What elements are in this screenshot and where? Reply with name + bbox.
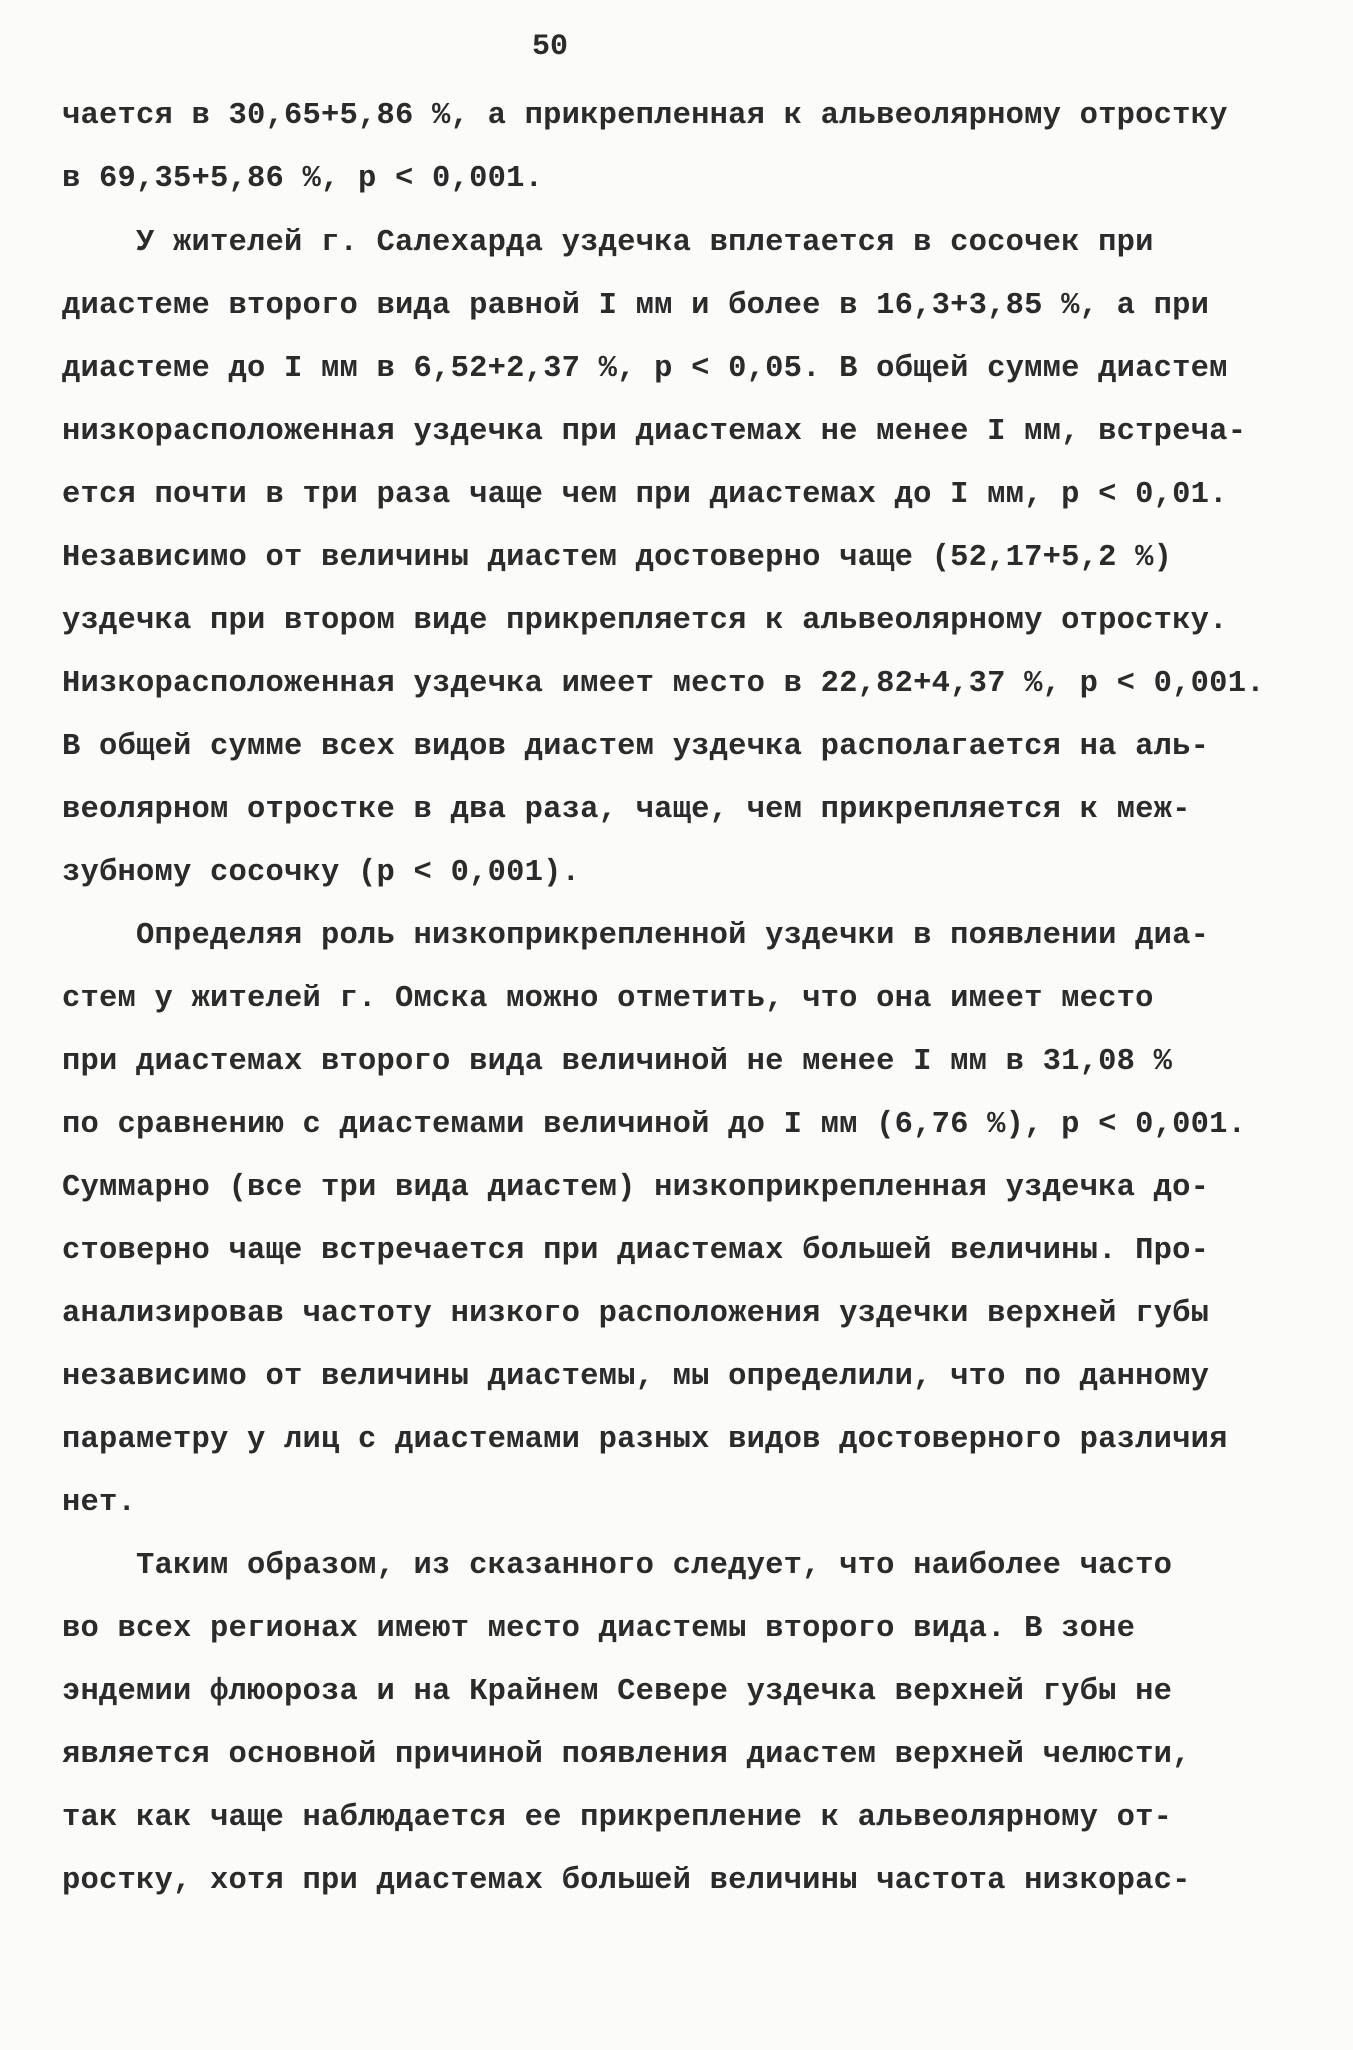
page-number: 50	[531, 30, 568, 64]
text-line: стем у жителей г. Омска можно отметить, что она имеет место	[62, 982, 1154, 1016]
text-line: Суммарно (все три вида диастем) низкоприкрепленная уздечка до-	[62, 1171, 1210, 1205]
text-line: уздечка при втором виде прикрепляется к альвеолярному отростку.	[62, 604, 1228, 638]
text-line: веолярном отростке в два раза, чаще, чем прикрепляется к меж-	[62, 793, 1191, 827]
text-line: В общей сумме всех видов диастем уздечка располагается на аль-	[62, 730, 1210, 764]
text-line: ется почти в три раза чаще чем при диастемах до I мм, р < 0,01.	[62, 478, 1228, 512]
text-line: Низкорасположенная уздечка имеет место в 22,82+4,37 %, р < 0,001.	[62, 667, 1265, 701]
text-line: нет.	[62, 1486, 137, 1520]
text-line: зубному сосочку (р < 0,001).	[62, 856, 581, 890]
text-line: независимо от величины диастемы, мы определили, что по данному	[62, 1360, 1210, 1394]
text-line: ростку, хотя при диастемах большей величины частота низкорас-	[62, 1864, 1191, 1898]
text-line: Определяя роль низкоприкрепленной уздечки в появлении диа-	[62, 919, 1210, 953]
text-line: эндемии флюороза и на Крайнем Севере уздечка верхней губы не	[62, 1675, 1173, 1709]
text-line: параметру у лиц с диастемами разных видов достоверного различия	[62, 1423, 1228, 1457]
text-line: низкорасположенная уздечка при диастемах не менее I мм, встреча-	[62, 415, 1247, 449]
text-line: во всех регионах имеют место диастемы второго вида. В зоне	[62, 1612, 1136, 1646]
text-line: по сравнению с диастемами величиной до I мм (6,76 %), р < 0,001.	[62, 1108, 1247, 1142]
text-line: является основной причиной появления диастем верхней челюсти,	[62, 1738, 1191, 1772]
text-line: в 69,35+5,86 %, р < 0,001.	[62, 162, 544, 196]
text-line: чается в 30,65+5,86 %, а прикрепленная к альвеолярному отростку	[62, 99, 1228, 133]
text-line: У жителей г. Салехарда уздечка вплетается в сосочек при	[62, 226, 1154, 260]
text-line: Независимо от величины диастем достоверно чаще (52,17+5,2 %)	[62, 541, 1173, 575]
text-line: так как чаще наблюдается ее прикрепление к альвеолярному от-	[62, 1801, 1173, 1835]
text-line: анализировав частоту низкого расположения уздечки верхней губы	[62, 1297, 1210, 1331]
text-line: диастеме до I мм в 6,52+2,37 %, р < 0,05. В общей сумме диастем	[62, 352, 1228, 386]
text-line: диастеме второго вида равной I мм и более в 16,3+3,85 %, а при	[62, 289, 1210, 323]
text-line: при диастемах второго вида величиной не менее I мм в 31,08 %	[62, 1045, 1173, 1079]
text-line: Таким образом, из сказанного следует, что наиболее часто	[62, 1549, 1173, 1583]
text-line: стоверно чаще встречается при диастемах большей величины. Про-	[62, 1234, 1210, 1268]
